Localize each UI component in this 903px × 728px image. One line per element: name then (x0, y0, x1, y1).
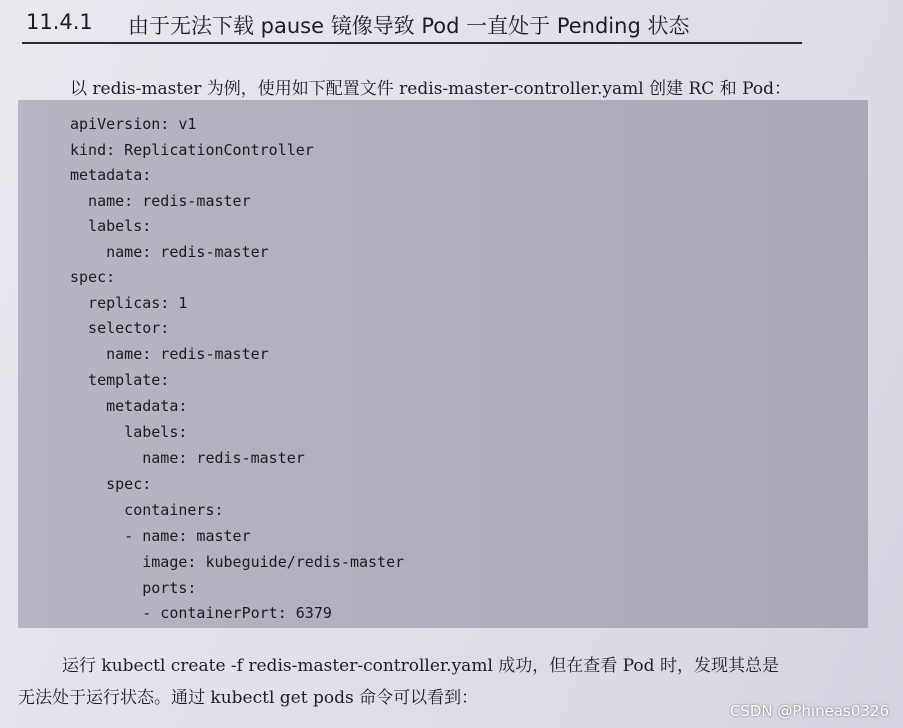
body-paragraph-line: 无法处于运行状态。通过 kubectl get pods 命令可以看到： (18, 688, 479, 708)
code-line: name: redis-master (70, 345, 269, 363)
heading-underline (22, 42, 802, 44)
code-line: kind: ReplicationController (70, 141, 314, 159)
section-title: 由于无法下载 pause 镜像导致 Pod 一直处于 Pending 状态 (128, 14, 690, 38)
body-paragraph-line: 运行 kubectl create -f redis-master-controller.yaml 成功，但在查看 Pod 时，发现其总是 (62, 656, 779, 676)
code-line: name: redis-master (70, 449, 305, 467)
code-line: containers: (70, 501, 224, 519)
code-line: template: (70, 371, 170, 389)
code-line: name: redis-master (70, 243, 269, 261)
code-line: spec: (70, 475, 152, 493)
code-line: ports: (70, 579, 197, 597)
section-heading (20, 4, 800, 44)
code-line: - name: master (70, 527, 251, 545)
code-line: selector: (70, 319, 170, 337)
code-line: apiVersion: v1 (70, 115, 197, 133)
intro-paragraph: 以 redis-master 为例，使用如下配置文件 redis-master-controller.yaml 创建 RC 和 Pod： (70, 79, 791, 99)
code-line: name: redis-master (70, 192, 251, 210)
code-line: image: kubeguide/redis-master (70, 553, 405, 571)
code-line: labels: (70, 217, 152, 235)
code-line: replicas: 1 (70, 294, 188, 312)
code-line: metadata: (70, 397, 188, 415)
code-line: spec: (70, 268, 116, 286)
code-line: - containerPort: 6379 (70, 604, 332, 622)
code-line: metadata: (70, 166, 152, 184)
watermark: CSDN @Phineas0326 (729, 702, 889, 720)
section-number: 11.4.1 (26, 10, 93, 34)
code-line: labels: (70, 423, 188, 441)
code-block (18, 100, 868, 628)
